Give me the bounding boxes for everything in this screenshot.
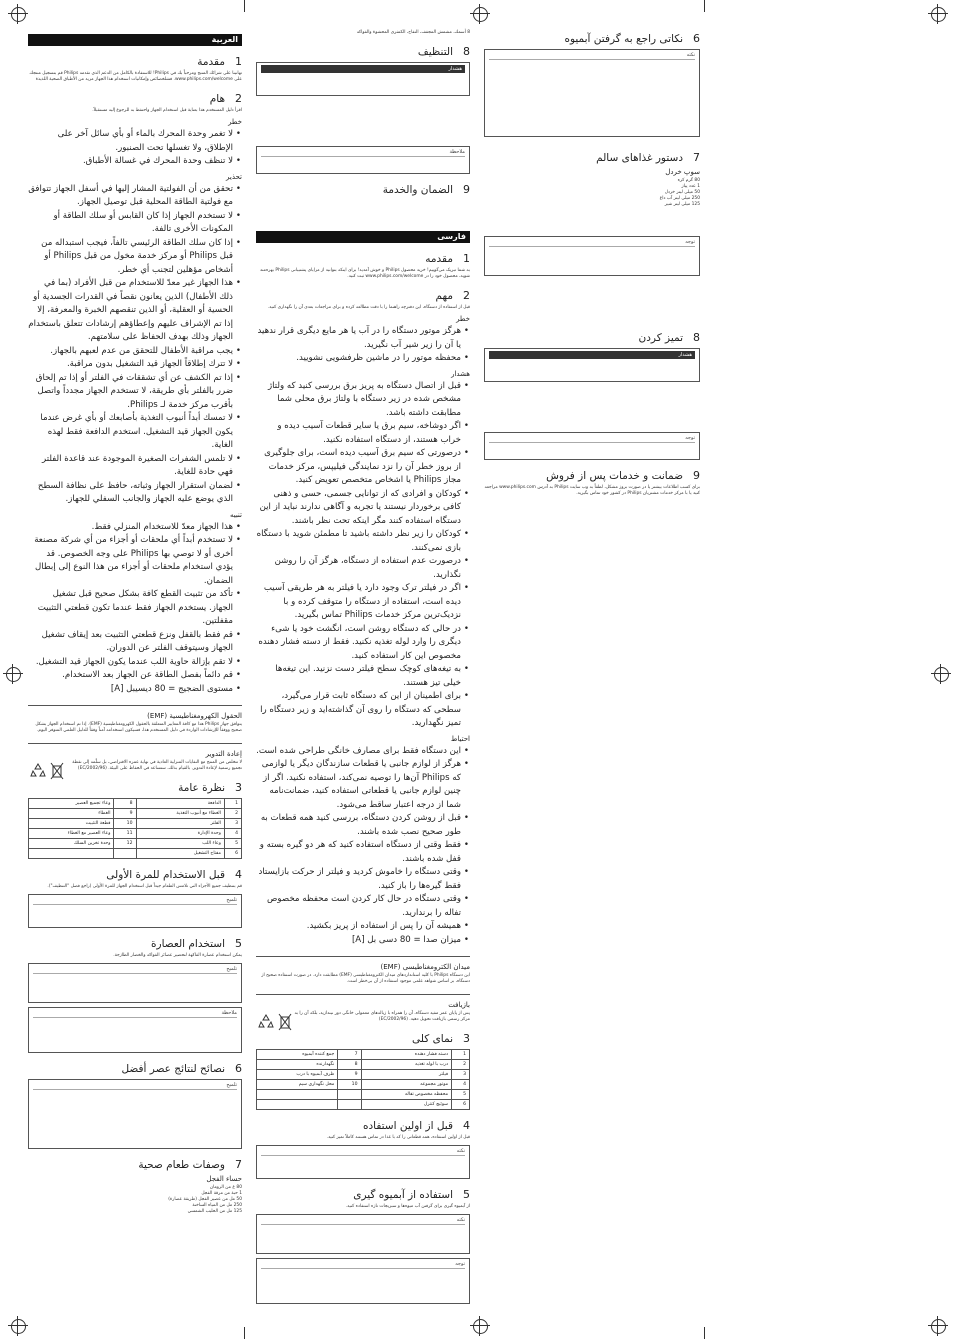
- list-item: • این دستگاه فقط برای مصارف خانگی طراحی شده است.: [256, 745, 461, 759]
- section-title: دستور غذاهای سالم: [596, 152, 683, 164]
- registration-mark-bottom-right: [928, 1316, 948, 1336]
- note-label: توجه: [261, 1261, 465, 1269]
- tip-box: [484, 49, 700, 137]
- part-number: 10: [114, 819, 136, 829]
- section-body: يمكن استخدام عصارة الفاكهة لتحضير عصائر الفواكه والخضار الطازجة.: [113, 953, 242, 958]
- part-number: 2: [452, 1060, 470, 1070]
- warning-label: هشدار: [261, 65, 465, 73]
- page-top-text: أسمك، مشمش المجفف، التفاح، الكمثرى المحشوة والفواكه: [356, 30, 466, 35]
- note-box: [28, 1007, 242, 1053]
- warning-box: [484, 348, 700, 382]
- section-number: 9: [693, 469, 700, 482]
- section-using-juicer: [28, 937, 242, 1053]
- section-title: التنظيف: [417, 46, 453, 58]
- note-box: [256, 146, 470, 174]
- note-box: [484, 432, 700, 460]
- table-row: [29, 849, 242, 859]
- ingredient: 80 غ من الرومان: [209, 1185, 242, 1190]
- section-number: 5: [235, 937, 242, 950]
- section-cleaning-farsi: [484, 331, 700, 460]
- list-item: • لا تنظف وحدة المحرك في غسالة الأطباق.: [28, 155, 233, 169]
- list-item: • لا تستخدم الجهاز إذا كان القابس أو سلك الطاقة أو المكونات الأخرى تالفة.: [28, 210, 233, 237]
- farsi-column-right: [484, 32, 700, 497]
- ingredient: 80 گرم کره: [677, 178, 700, 183]
- warning-box: [256, 62, 470, 96]
- section-body: قم بتنظيف جميع الأجزاء التي تلامس الطعام جيداً قبل استخدام الجهاز للمرة الأولى (راجع فصل "التنظيف").: [47, 884, 242, 889]
- list-item: • مستوى الضجيج = 80 ديسيبل [A]: [28, 683, 233, 697]
- list-item: • اگر دوشاخه، سیم برق یا سایر قطعات آسیب دیده و خراب هستند، از دستگاه استفاده نکنید.: [256, 420, 461, 447]
- section-number: 3: [463, 1032, 470, 1045]
- table-row: [257, 1070, 470, 1080]
- list-item: • هذا الجهاز معدّ للاستخدام المنزلي فقط.: [28, 521, 233, 535]
- list-item: • میزان صدا = 80 دسی بل [A]: [256, 934, 461, 948]
- list-item: • قبل از اتصال دستگاه به پریز برق بررسی کنید که ولتاژ مشخص شده در زیر دستگاه با ولتاژ برق محلی شما مطابقت داشته باشد.: [256, 380, 461, 421]
- parts-table: [28, 798, 242, 859]
- part-name: دسته فشار دهنده: [361, 1050, 452, 1060]
- caution-list: [28, 521, 242, 697]
- part-number: 6: [452, 1100, 470, 1110]
- ingredient: 250 مل من المياه الساخنة: [192, 1203, 242, 1208]
- part-name: قطعة التثبيت: [29, 819, 114, 829]
- ingredient: 50 میلی لیتر خردل: [664, 190, 700, 195]
- warning-list: [256, 380, 470, 731]
- list-item: • وقتی دستگاه را خاموش کردید و فیلتر از حرکت بازایستاد فقط گیره‌ها را باز کنید.: [256, 866, 461, 893]
- section-number: 6: [693, 32, 700, 45]
- list-item: • لا تمسك أبداً أنبوب التغذية بأصابعك أو بأي غرض عندما يكون الجهاز قيد التشغيل. استخدم الدافعة فقط لهذه الغاية.: [28, 412, 233, 453]
- tip-label: تلميح: [33, 1082, 237, 1090]
- tip-label: تلميح: [33, 966, 237, 974]
- list-item: • قبل از روشن کردن دستگاه، بررسی کنید همه قطعات به طور صحیح نصب شده باشند.: [256, 812, 461, 839]
- section-number: 8: [693, 331, 700, 344]
- section-title: نکاتی راجع به گرفتن آبمیوه: [564, 33, 683, 45]
- part-number: 8: [338, 1060, 361, 1070]
- recycle-title: إعادة التدوير: [205, 750, 242, 758]
- ingredient: 250 میلی لیتر آب داغ: [659, 196, 700, 201]
- section-title: هام: [209, 93, 225, 105]
- list-item: • درصورت عدم استفاده از دستگاه، هرگز آن را روشن نگذارید.: [256, 555, 461, 582]
- part-number: 3: [224, 819, 241, 829]
- table-row: [29, 839, 242, 849]
- section-number: 8: [463, 45, 470, 58]
- ingredient: 1 حبة من مرقة الفجل: [201, 1191, 242, 1196]
- part-number: 10: [338, 1080, 361, 1090]
- section-number: 9: [463, 183, 470, 196]
- section-number: 1: [235, 55, 242, 68]
- section-body: برای کسب اطلاعات بیشتر یا در صورت بروز مشکل، لطفاً به وب سایت Philips به آدرس www.philips.com مراجعه کنید یا با مرکز خدمات مشتریان Philips در کشور خود تماس بگیرید.: [484, 485, 700, 496]
- list-item: • اگر در فیلتر ترک وجود دارد یا فیلتر به هر طریقی آسیب دیده است، استفاده از دستگاه را متوقف کرده و با نزدیک‌ترین مرکز خدمات Philips تماس بگیرید.: [256, 582, 461, 623]
- list-item: • به تیغه‌های کوچک سطح فیلتر دست نزنید. این تیغه‌ها خیلی تیز هستند.: [256, 663, 461, 690]
- tip-box: [256, 1145, 470, 1179]
- list-item: • کودکان و افرادی که از توانایی جسمی، حسی و ذهنی کافی برخوردار نیستند یا تجربه و آگاهی ندارند نباید از این دستگاه استفاده کنند مگر اینکه تحت نظر باشند.: [256, 488, 461, 529]
- danger-list: [256, 325, 470, 366]
- registration-mark-bottom-left: [8, 1316, 28, 1336]
- language-bar-farsi: فارسی: [256, 231, 470, 243]
- ingredient: 1 عدد پیاز: [681, 184, 700, 189]
- part-name: جمع کننده آبمیوه: [257, 1050, 338, 1060]
- language-bar-arabic: العربية: [28, 34, 242, 46]
- table-row: [29, 829, 242, 839]
- section-number: 3: [235, 781, 242, 794]
- list-item: • يجب مراقبة الأطفال للتحقق من عدم لعبهم بالجهاز.: [28, 345, 233, 359]
- danger-heading: خطر: [228, 118, 242, 126]
- section-number: 4: [235, 868, 242, 881]
- part-name: وعاء اللب: [136, 839, 224, 849]
- part-number: 9: [338, 1070, 361, 1080]
- section-before-first-use: [28, 868, 242, 928]
- recipe-title: حساء الفجل: [206, 1175, 242, 1183]
- part-number: 5: [452, 1090, 470, 1100]
- note-box: [256, 1258, 470, 1304]
- danger-heading: خطر: [456, 315, 470, 323]
- section-body: از آبمیوه گیری برای گرفتن آب میوه‌ها و سبزیجات تازه استفاده کنید.: [345, 1204, 470, 1209]
- section-cleaning-arabic: [256, 45, 470, 174]
- section-title: مقدمة: [197, 56, 225, 68]
- table-row: [29, 809, 242, 819]
- list-item: • لا تترك إطلاقاً الجهاز قيد التشغيل بدون مراقبة.: [28, 358, 233, 372]
- crop-line: [244, 1327, 245, 1339]
- caution-list: [256, 745, 470, 948]
- crop-line: [704, 0, 705, 12]
- section-important: [28, 92, 242, 696]
- table-row: [29, 819, 242, 829]
- tip-label: نکته: [261, 1217, 465, 1225]
- caution-heading: تنبيه: [229, 510, 242, 519]
- page-top-line: [256, 30, 470, 36]
- danger-list: [28, 128, 242, 169]
- tip-label: نکته: [489, 52, 695, 60]
- recycle-body: لا تتخلص من المنتج مع النفايات المنزلية العادية في نهاية عمره الافتراضي، بل سلّمه إلى نقطة تجميع رسمية لإعادة التدوير. بالقيام بذلك، ستساعد في الحفاظ على البيئة. (2002/96/EC): [72, 760, 242, 771]
- part-name: نگهدارنده: [257, 1060, 338, 1070]
- tip-label: تلميح: [33, 897, 237, 905]
- list-item: • فقط وقتی از دستگاه استفاده کنید که هر دو گیره بسته و قفل شده باشند.: [256, 839, 461, 866]
- list-item: • إذا كان سلك الطاقة الرئيسي تالفاً، فيجب استبداله من قبل Philips أو مركز خدمة مخول من قبل Philips أو أشخاص مؤهلين لتجنب أي خطر.: [28, 237, 233, 278]
- part-name: وحدة الإدارة: [136, 829, 224, 839]
- part-name: فیلتر: [361, 1070, 452, 1080]
- crossed-bin-icon: [50, 762, 64, 780]
- section-emf-farsi: [256, 956, 470, 985]
- part-number: 1: [452, 1050, 470, 1060]
- recycle-title: بازیافت: [448, 1001, 470, 1009]
- section-number: 2: [463, 289, 470, 302]
- part-name: محفظه مخصوص تفاله: [361, 1090, 452, 1100]
- part-name: موتور مجموعه: [361, 1080, 452, 1090]
- registration-mark-top-left: [8, 4, 28, 24]
- part-number: 3: [452, 1070, 470, 1080]
- section-recycling: [28, 743, 242, 772]
- section-number: 6: [235, 1062, 242, 1075]
- warning-heading: تحذير: [226, 172, 242, 181]
- part-name: وعاء العصير مع الغطاء: [29, 829, 114, 839]
- section-number: 4: [463, 1119, 470, 1132]
- tip-box: [28, 963, 242, 1003]
- emf-body: يتوافق جهاز Philips هذا مع كافة المعايير المتعلقة بالحقول الكهرومغناطيسية (EMF). إذا تم استخدام الجهاز بشكل صحيح ووفقاً للإرشادات الواردة في دليل المستخدم هذا، فسيكون استخدامه آمناً وفقاً للدليل العلمي المتوفر اليوم.: [35, 722, 242, 733]
- section-introduction-farsi: [256, 252, 470, 280]
- part-name: وعاء تجميع العصير: [29, 799, 114, 809]
- registration-mark-mid-left: [3, 664, 23, 684]
- list-item: • إذا تم الكشف عن أي تشققات في الفلتر أو إذا تم إلحاق ضرر بالفلتر بأي طريقة، لا تستخدم الجهاز مجدداً واتصل بأقرب مركز خدمة لـ Philips.: [28, 372, 233, 413]
- section-intro: قبل از استفاده از دستگاه، این دفترچه راهنما را با دقت مطالعه کرده و برای مراجعات بعدی آن را نگهداری کنید.: [267, 305, 470, 310]
- section-title: نمای کلی: [412, 1033, 453, 1045]
- section-body: قبل از اولین استفاده، همه قطعاتی را که با غذا در تماس هستند کاملاً تمیز کنید.: [326, 1135, 470, 1140]
- list-item: • درصورتی که سیم برق آسیب دیده است، برای جلوگیری از بروز خطر آن را نزد نمایندگی فیلیپس، مرکز خدمات مجاز Philips یا اشخاص متخصص تعویض کنید.: [256, 447, 461, 488]
- section-overview: [28, 781, 242, 859]
- part-number: 9: [114, 809, 136, 819]
- list-item: • هرگز موتور دستگاه را در آب یا هر مایع دیگری قرار ندهید یا آن را زیر شیر آب نگیرید.: [256, 325, 461, 352]
- part-name: سوئیچ کنترل: [361, 1100, 452, 1110]
- part-number: 8: [114, 799, 136, 809]
- registration-mark-bottom-center: [470, 1316, 490, 1336]
- part-name: الغطاء: [29, 809, 114, 819]
- section-before-first-use-farsi: [256, 1119, 470, 1179]
- recycle-icon: [30, 762, 46, 778]
- section-number: 5: [463, 1188, 470, 1201]
- section-intro: اقرأ دليل المستخدم هذا بعناية قبل استخدام الجهاز واحتفظ به للرجوع إليه مستقبلاً.: [92, 108, 242, 113]
- warning-list: [28, 183, 242, 507]
- arabic-column: [28, 34, 242, 1215]
- list-item: • قم فقط بالقفل ونزع قطعتي التثبيت بعد إيقاف تشغيل الجهاز وسيتوقف الفلتر عن الدوران.: [28, 629, 233, 656]
- page-top-number: 8: [467, 30, 470, 35]
- section-number: 7: [693, 151, 700, 164]
- list-item: • کودکان را زیر نظر داشته باشید تا مطمئن شوید با دستگاه بازی نمی‌کنند.: [256, 528, 461, 555]
- registration-mark-mid-right: [931, 664, 951, 684]
- section-title: مقدمه: [425, 253, 453, 265]
- table-row: [257, 1090, 470, 1100]
- table-row: [257, 1100, 470, 1110]
- part-name: وحدة تخزين السلك: [29, 839, 114, 849]
- section-title: نظرة عامة: [178, 782, 225, 794]
- list-item: • قم دائماً بفصل الطاقة عن الجهاز بعد الاستخدام.: [28, 669, 233, 683]
- part-number: 4: [224, 829, 241, 839]
- warning-label: هشدار: [489, 351, 695, 359]
- emf-title: الحقول الكهرومغناطيسية (EMF): [147, 712, 242, 720]
- section-emf: [28, 705, 242, 734]
- note-label: توجه: [489, 239, 695, 247]
- list-item: • برای اطمینان از این که دستگاه ثابت قرار می‌گیرد، سطحی که دستگاه را روی آن گذاشته‌اید و زیر دستگاه را تمیز نگهدارید.: [256, 690, 461, 731]
- ingredient: 125 میلی لیتر شیر: [664, 202, 700, 207]
- part-number: 2: [224, 809, 241, 819]
- recycle-body: پس از پایان عمر مفید دستگاه، آن را همراه با زباله‌های معمولی خانگی دور نیندازید، بلکه آن را به مرکز رسمی بازیافت تحویل دهید. (2002/96/EC): [294, 1011, 470, 1022]
- note-label: ملاحظة: [33, 1010, 237, 1018]
- registration-mark-top-center: [470, 4, 490, 24]
- section-recycling-farsi: [256, 994, 470, 1023]
- farsi-column: [256, 30, 470, 1308]
- section-warranty-farsi: [484, 469, 700, 497]
- crop-line: [244, 0, 245, 12]
- list-item: • لا تلمس الشفرات الصغيرة الموجودة عند قاعدة الفلتر فهي حادة للغاية.: [28, 453, 233, 480]
- part-name: محل نگهداری سیم: [257, 1080, 338, 1090]
- part-number: 6: [224, 849, 241, 859]
- recipe-title: سوپ خردل: [665, 168, 700, 176]
- list-item: • لضمان استقرار الجهاز وثباته، حافظ على نظافة السطح الذي يوضع عليه الجهاز والجانب السفلي للجهاز.: [28, 480, 233, 507]
- emf-body: این دستگاه Philips با کلیه استانداردهای میدان الکترومغناطیسی (EMF) مطابقت دارد. در صورت استفاده صحیح از دستگاه، بر اساس شواهد علمی موجود استفاده از آن بی‌خطر است.: [261, 973, 470, 984]
- tip-label: نکته: [261, 1148, 465, 1156]
- list-item: • تأكد من تثبيت القطع كافة بشكل صحيح قبل تشغيل الجهاز. يستخدم الجهاز فقط عندما تكون قطعتي التثبيت مقفلتين.: [28, 588, 233, 629]
- note-label: توجه: [489, 435, 695, 443]
- part-number: 5: [224, 839, 241, 849]
- section-title: نصائح لنتائج عصر أفضل: [121, 1063, 225, 1075]
- part-name: الغطاء مع أنبوب التغذية: [136, 809, 224, 819]
- section-title: استخدام العصارة: [151, 938, 225, 950]
- section-juicing-tips: [28, 1062, 242, 1149]
- table-row: [29, 799, 242, 809]
- section-title: مهم: [435, 290, 453, 302]
- list-item: • وقتی دستگاه در حال کار کردن است محفظه مخصوص تفاله را برندارید.: [256, 893, 461, 920]
- part-name: ظرف آبمیوه با درب: [257, 1070, 338, 1080]
- section-number: 1: [463, 252, 470, 265]
- section-body: به شما تبریک می‌گوییم! خرید محصول Philips و خوش آمدید! برای اینکه بتوانید از مزایای پشتیبانی Philips بهره‌مند شوید، محصول خود را در www.philips.com/welcome ثبت کنید.: [259, 268, 470, 279]
- table-row: [257, 1060, 470, 1070]
- part-number: 1: [224, 799, 241, 809]
- section-body: تهانينا على شرائك المنتج ومرحباً بك في Philips! للاستفادة بالكامل من الدعم الذي تقدمه Philips قم بتسجيل منتجك على www.philips.com/welcome. فشلخصائص وإمكانيات استخدام هذا الجهاز مزيد من الأطباق الصحية اللذيذة: [29, 71, 242, 82]
- section-introduction: [28, 55, 242, 83]
- section-title: الضمان والخدمة: [382, 184, 453, 196]
- tip-box: [28, 1079, 242, 1149]
- part-number: 7: [338, 1050, 361, 1060]
- part-name: الدافعة: [136, 799, 224, 809]
- section-warranty-arabic: [256, 183, 470, 223]
- section-juicing-tips-farsi: [484, 32, 700, 137]
- section-using-juicer-farsi: [256, 1188, 470, 1304]
- parts-table: [256, 1049, 470, 1110]
- section-title: قبل الاستخدام للمرة الأولى: [106, 869, 225, 881]
- section-overview-farsi: [256, 1032, 470, 1110]
- list-item: • لا تستخدم أبداً أي ملحقات أو أجزاء من أي شركة مصنعة أخرى أو لا توصي بها Philips على وجه الخصوص. قد يؤدي استخدام ملحقات أو أجزاء من هذا النوع إلى إبطال الضمان.: [28, 534, 233, 588]
- tip-box: [28, 894, 242, 928]
- list-item: • لا تغمر وحدة المحرك بالماء أو بأي سائل آخر على الإطلاق، ولا تغسلها تحت الصنبور.: [28, 128, 233, 155]
- section-number: 7: [235, 1158, 242, 1171]
- list-item: • محفظه موتور را در ماشین ظرفشویی نشویید.: [256, 352, 461, 366]
- list-item: • همیشه آن را پس از استفاده از پریز بکشید.: [256, 920, 461, 934]
- table-row: [257, 1050, 470, 1060]
- table-row: [257, 1080, 470, 1090]
- warning-heading: هشدار: [451, 369, 470, 378]
- section-number: 2: [235, 92, 242, 105]
- section-important-farsi: [256, 289, 470, 947]
- part-name: مفتاح التشغيل: [136, 849, 224, 859]
- part-number: 12: [114, 839, 136, 849]
- ingredient: 125 مل من الحليب الشمسي: [187, 1209, 242, 1214]
- part-number: 11: [114, 829, 136, 839]
- section-title: استفاده از آبمیوه گیری: [353, 1189, 453, 1201]
- section-title: وصفات طعام صحية: [138, 1159, 225, 1171]
- section-recipes: [28, 1158, 242, 1215]
- list-item: • لا تقم بإزالة حاوية اللب عندما يكون الجهاز قيد التشغيل.: [28, 656, 233, 670]
- list-item: • در حالی که دستگاه روشن است، انگشت خود یا شیء دیگری را وارد لوله تغذیه نکنید. فقط از دسته فشار دهنده مخصوص این کار استفاده کنید.: [256, 623, 461, 664]
- section-title: تمیز کردن: [638, 332, 683, 344]
- list-item: • هذا الجهاز غير معدّ للاستخدام من قبل الأفراد (بما في ذلك الأطفال) الذين يعانون نقصاً في القدرات الجسدية أو الحسية أو العقلية، أو الذين تنقصهم الخبرة والمعرفة، إلا إذا تم الإشراف عليهم وإعطاؤهم إرشادات تتعلق باستخدام الجهاز وذلك بهدف الحفاظ على سلامتهم.: [28, 277, 233, 345]
- note-label: ملاحظة: [261, 149, 465, 157]
- list-item: • هرگز از لوازم جانبی یا قطعات سازندگان دیگر یا لوازمی که Philips آن‌ها را توصیه نمی‌کند، استفاده نکنید. اگر از چنین لوازم جانبی یا قطعاتی استفاده کنید، ضمانت‌نامه شما از درجه اعتبار ساقط می‌شود.: [256, 758, 461, 812]
- note-box: [484, 236, 700, 276]
- list-item: • تحقق من أن الفولتية المشار إليها في أسفل الجهاز تتوافق مع فولتية الطاقة المحلية قبل توصيل الجهاز.: [28, 183, 233, 210]
- ingredient: 50 مل من عصير الفجل (طريقة عصارة): [168, 1197, 242, 1202]
- section-title: ضمانت و خدمات پس از فروش: [546, 470, 683, 482]
- part-number: 4: [452, 1080, 470, 1090]
- part-name: الفلتر: [136, 819, 224, 829]
- crop-line: [704, 1327, 705, 1339]
- section-recipes-farsi: [484, 151, 700, 322]
- section-title: قبل از اولین استفاده: [362, 1120, 453, 1132]
- recycle-icon: [258, 1013, 274, 1029]
- crossed-bin-icon: [278, 1013, 292, 1031]
- emf-title: میدان الکترومغناطیسی (EMF): [380, 963, 470, 971]
- tip-box: [256, 1214, 470, 1254]
- caution-heading: احتیاط: [450, 734, 470, 743]
- part-name: درب با لوله تغذیه: [361, 1060, 452, 1070]
- registration-mark-top-right: [928, 4, 948, 24]
